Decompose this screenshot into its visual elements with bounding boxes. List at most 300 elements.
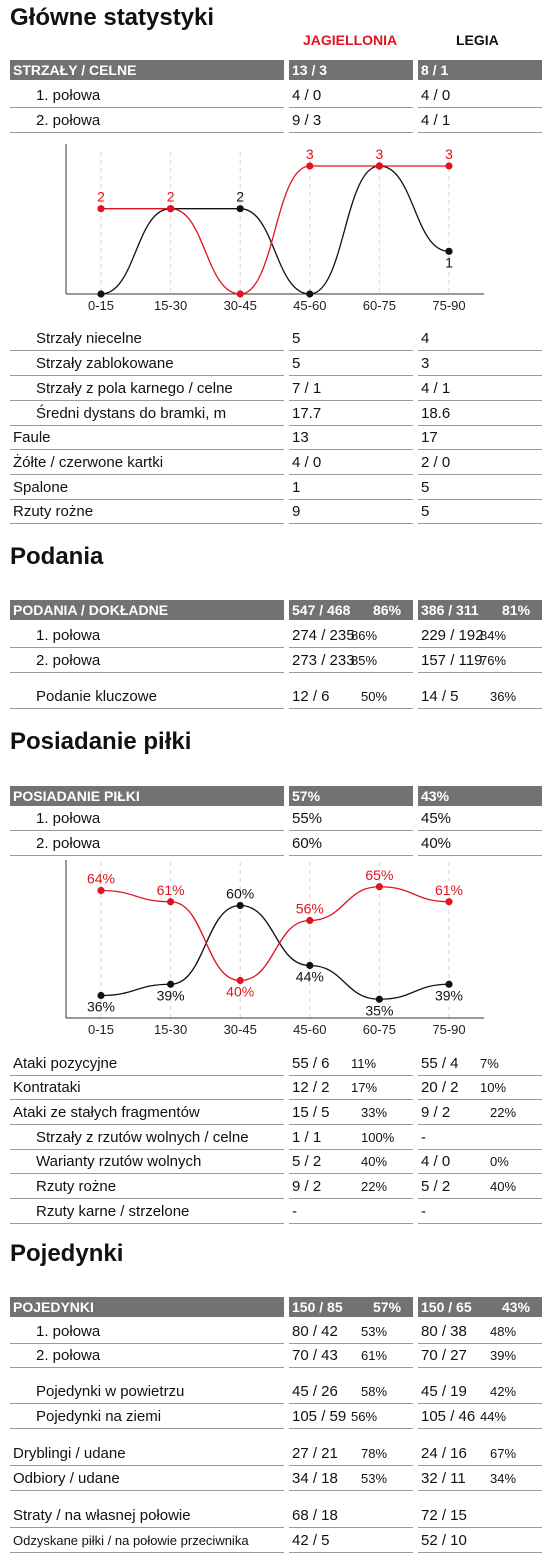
away-value-pct: 7% [480, 1056, 499, 1071]
header-cell-label [10, 60, 284, 80]
stat-label [10, 1052, 284, 1076]
away-value [418, 476, 542, 500]
x-tick-label: 45-60 [293, 1022, 327, 1037]
away-value-text: - [421, 1129, 426, 1146]
stat-row [0, 1175, 557, 1199]
home-value-text: 80 / 42 [292, 1323, 338, 1340]
data-label-home: 2 [97, 188, 105, 205]
team-home-name: JAGIELLONIA [303, 32, 398, 48]
stat-label [10, 807, 284, 831]
home-value [289, 832, 413, 856]
away-value [418, 84, 542, 108]
home-value [289, 1175, 413, 1199]
away-value-text: 5 [421, 479, 430, 496]
away-value-text: 17 [421, 429, 438, 446]
away-value-text: 2 / 0 [421, 454, 451, 471]
stat-row [0, 685, 557, 709]
away-value-pct: 36% [490, 689, 517, 704]
stat-label [10, 109, 284, 133]
home-value [289, 327, 413, 351]
data-label-away: 35% [365, 1002, 394, 1019]
stat-row [0, 327, 557, 351]
away-value [418, 1200, 542, 1224]
away-value-pct: 42% [490, 1384, 517, 1399]
stat-row [0, 109, 557, 133]
home-value [289, 649, 413, 673]
stat-row [0, 451, 557, 475]
header-cell-home [289, 786, 413, 806]
away-value [418, 1344, 542, 1368]
section-title: Główne statystyki [10, 4, 215, 31]
data-point-home [167, 205, 174, 212]
away-value-pct: 44% [480, 1409, 507, 1424]
home-value-text: - [292, 1203, 297, 1220]
away-value [418, 1101, 542, 1125]
away-value [418, 1467, 542, 1491]
stat-row [0, 426, 557, 450]
away-value [418, 1076, 542, 1100]
header-cell-label [10, 1297, 284, 1317]
home-value-pct: 56% [351, 1409, 378, 1424]
stat-label [10, 476, 284, 500]
stat-label-text: Strzały z rzutów wolnych / celne [36, 1129, 249, 1146]
home-value [289, 1320, 413, 1344]
home-value [289, 476, 413, 500]
away-value-pct: 34% [490, 1471, 517, 1486]
stat-label [10, 402, 284, 426]
away-value-text: 5 [421, 503, 430, 520]
home-value-pct: 100% [361, 1130, 395, 1145]
home-value-pct: 61% [361, 1348, 388, 1363]
home-value [289, 109, 413, 133]
stat-label [10, 832, 284, 856]
away-value [418, 1150, 542, 1174]
home-value [289, 1380, 413, 1404]
away-value-text: 70 / 27 [421, 1347, 467, 1364]
header-home-pct: 57% [373, 1299, 402, 1315]
stat-label [10, 1076, 284, 1100]
data-point-away [306, 290, 313, 297]
away-value [418, 451, 542, 475]
stat-label-text: Rzuty rożne [13, 503, 94, 520]
away-value-text: 4 / 1 [421, 112, 451, 129]
home-value-text: 34 / 18 [292, 1470, 338, 1487]
series-line-home [101, 166, 449, 294]
header-cell-label [10, 600, 284, 620]
stat-label-text: Odzyskane piłki / na połowie przeciwnika [13, 1533, 249, 1548]
home-value-text: 9 / 2 [292, 1178, 322, 1195]
away-value-pct: 67% [490, 1446, 517, 1461]
away-value [418, 402, 542, 426]
home-value-text: 4 / 0 [292, 87, 322, 104]
away-value [418, 1126, 542, 1150]
home-value-pct: 85% [351, 653, 378, 668]
away-value-text: 45 / 19 [421, 1383, 467, 1400]
home-value-text: 15 / 5 [292, 1104, 330, 1121]
data-label-home: 40% [226, 983, 255, 1000]
home-value-text: 1 [292, 479, 301, 496]
home-value-text: 273 / 233 [292, 652, 355, 669]
x-tick-label: 30-45 [223, 298, 257, 313]
stat-label-text: Pojedynki w powietrzu [36, 1383, 185, 1400]
home-value [289, 500, 413, 524]
home-value [289, 1529, 413, 1553]
stat-label [10, 327, 284, 351]
stat-label [10, 451, 284, 475]
stat-label-text: Średni dystans do bramki, m [36, 405, 227, 422]
stat-row [0, 402, 557, 426]
away-value-pct: 0% [490, 1154, 509, 1169]
data-label-home: 56% [295, 900, 324, 917]
away-value-text: 20 / 2 [421, 1079, 459, 1096]
stat-label-text: 2. połowa [36, 1347, 101, 1364]
stat-label-text: Rzuty rożne [36, 1178, 117, 1195]
x-tick-label: 15-30 [153, 1022, 188, 1037]
section-title: Podania [10, 543, 104, 570]
away-value-text: 32 / 11 [421, 1470, 466, 1487]
x-tick-label: 0-15 [87, 1022, 115, 1037]
home-value-pct: 17% [351, 1080, 378, 1095]
data-point-home [237, 290, 244, 297]
home-value-pct: 22% [361, 1179, 388, 1194]
away-value [418, 685, 542, 709]
stat-label-text: Odbiory / udane [13, 1470, 120, 1487]
home-value-text: 27 / 21 [292, 1445, 338, 1462]
stat-label-text: Strzały z pola karnego / celne [36, 380, 233, 397]
stat-label [10, 500, 284, 524]
stat-label [10, 649, 284, 673]
stat-row [0, 1126, 557, 1150]
home-value-text: 17.7 [292, 405, 322, 422]
stat-label [10, 377, 284, 401]
stat-row [0, 1405, 557, 1429]
home-value [289, 352, 413, 376]
stat-label-text: Żółte / czerwone kartki [13, 454, 164, 471]
stat-row [0, 1052, 557, 1076]
data-label-home: 64% [86, 870, 116, 887]
stat-label-text: 1. połowa [36, 87, 101, 104]
data-point-home [376, 162, 383, 169]
header-cell-home [289, 1297, 413, 1317]
away-value [418, 352, 542, 376]
team-away-name: LEGIA [456, 32, 499, 48]
data-label-away: 1 [445, 254, 453, 271]
data-point-home [445, 162, 452, 169]
home-value [289, 1442, 413, 1466]
stat-label-text: Spalone [13, 479, 69, 496]
data-label-home: 61% [434, 881, 464, 898]
data-point-home [97, 205, 104, 212]
home-value-text: 4 / 0 [292, 454, 322, 471]
stat-row [0, 1380, 557, 1404]
stat-label [10, 1175, 284, 1199]
header-cell-away [418, 600, 542, 620]
away-value [418, 109, 542, 133]
home-value-pct: 58% [361, 1384, 388, 1399]
away-value [418, 1442, 542, 1466]
away-value [418, 807, 542, 831]
away-value [418, 500, 542, 524]
stat-label [10, 1405, 284, 1429]
data-label-away: 39% [156, 987, 185, 1004]
away-value-pct: 48% [490, 1324, 517, 1339]
away-value [418, 832, 542, 856]
stat-label-text: 2. połowa [36, 112, 101, 129]
stat-label [10, 1150, 284, 1174]
header-away-text: 386 / 311 [421, 602, 479, 618]
stat-row [0, 500, 557, 524]
header-away-text: 150 / 65 [421, 1299, 472, 1315]
stat-label-text: Ataki ze stałych fragmentów [13, 1104, 200, 1121]
series-line-away [101, 906, 449, 1000]
stat-row [0, 1101, 557, 1125]
x-tick-label: 75-90 [432, 298, 466, 313]
header-home-pct: 86% [373, 602, 402, 618]
section-title: Posiadanie piłki [10, 728, 192, 755]
stat-label-text: Strzały zablokowane [36, 355, 174, 372]
home-value [289, 1076, 413, 1100]
stat-row [0, 1320, 557, 1344]
home-value [289, 1150, 413, 1174]
home-value-text: 12 / 6 [292, 688, 330, 705]
home-value [289, 377, 413, 401]
away-value-pct: 84% [480, 628, 507, 643]
home-value [289, 1101, 413, 1125]
data-point-away [237, 902, 244, 909]
stat-label [10, 1126, 284, 1150]
away-value-text: 55 / 4 [421, 1055, 459, 1072]
home-value [289, 685, 413, 709]
stat-label-text: 1. połowa [36, 627, 101, 644]
header-home-text: 150 / 85 [292, 1299, 343, 1315]
away-value-text: 4 / 1 [421, 380, 451, 397]
away-value [418, 624, 542, 648]
stat-label-text: Rzuty karne / strzelone [36, 1203, 190, 1220]
away-value-text: 4 / 0 [421, 87, 451, 104]
data-label-home: 61% [156, 881, 185, 898]
stat-row [0, 832, 557, 856]
away-value [418, 1320, 542, 1344]
series-line-home [101, 887, 449, 981]
home-value-text: 5 [292, 355, 301, 372]
away-value [418, 1380, 542, 1404]
x-tick-label: 45-60 [293, 298, 327, 313]
stat-label [10, 352, 284, 376]
stat-label [10, 1442, 284, 1466]
data-label-home: 3 [375, 146, 384, 162]
home-value [289, 451, 413, 475]
stat-row [0, 1076, 557, 1100]
home-value-text: 70 / 43 [292, 1347, 338, 1364]
header-home-text: 57% [292, 788, 321, 804]
stat-label-text: Dryblingi / udane [13, 1445, 126, 1462]
stat-row [0, 352, 557, 376]
away-value-pct: 76% [480, 653, 507, 668]
stat-label-text: Warianty rzutów wolnych [36, 1153, 202, 1170]
stat-row [0, 649, 557, 673]
home-value-text: 9 [292, 503, 301, 520]
away-value-text: 45% [421, 810, 452, 827]
x-tick-label: 60-75 [362, 298, 397, 313]
away-value-text: 105 / 46 [421, 1408, 476, 1425]
home-value-text: 105 / 59 [292, 1408, 347, 1425]
stat-row [0, 1344, 557, 1368]
stat-label [10, 1320, 284, 1344]
away-value [418, 649, 542, 673]
data-label-home: 3 [305, 146, 314, 162]
home-value-pct: 53% [361, 1324, 388, 1339]
stat-label [10, 1504, 284, 1528]
away-value [418, 1405, 542, 1429]
stat-label-text: 2. połowa [36, 652, 101, 669]
home-value [289, 426, 413, 450]
home-value-pct: 78% [361, 1446, 388, 1461]
stat-row [0, 807, 557, 831]
data-label-home: 2 [166, 188, 175, 205]
stat-label-text: Ataki pozycyjne [13, 1055, 118, 1072]
stat-row [0, 476, 557, 500]
away-value-text: 52 / 10 [421, 1532, 467, 1549]
home-value-text: 45 / 26 [292, 1383, 338, 1400]
away-value-text: 4 [421, 330, 430, 347]
away-value-text: 14 / 5 [421, 688, 459, 705]
data-label-home: 3 [445, 146, 453, 162]
stat-label-text: Podanie kluczowe [36, 688, 157, 705]
header-home-text: 547 / 468 [292, 602, 351, 618]
away-value-text: 157 / 119 [421, 652, 483, 669]
stat-row [0, 1150, 557, 1174]
away-value-text: 229 / 192 [421, 627, 484, 644]
away-value-pct: 10% [480, 1080, 507, 1095]
section-title: Pojedynki [10, 1240, 124, 1267]
possession-timeline-chart [0, 860, 557, 1040]
home-value-pct: 86% [351, 628, 378, 643]
stat-row [0, 1467, 557, 1491]
data-label-away: 2 [236, 188, 245, 205]
home-value-text: 13 [292, 429, 309, 446]
away-value-text: 3 [421, 355, 430, 372]
x-tick-label: 30-45 [223, 1022, 257, 1037]
home-value [289, 1504, 413, 1528]
stat-label [10, 685, 284, 709]
header-cell-label [10, 786, 284, 806]
home-value-text: 5 / 2 [292, 1153, 322, 1170]
away-value-pct: 22% [490, 1105, 517, 1120]
away-value [418, 377, 542, 401]
home-value-pct: 53% [361, 1471, 388, 1486]
home-value-text: 9 / 3 [292, 112, 322, 129]
home-value-text: 68 / 18 [292, 1507, 338, 1524]
header-label-text: STRZAŁY / CELNE [13, 62, 137, 78]
away-value-text: 72 / 15 [421, 1507, 467, 1524]
header-cell-away [418, 1297, 542, 1317]
home-value [289, 1467, 413, 1491]
away-value [418, 1504, 542, 1528]
stat-label-text: Straty / na własnej połowie [13, 1507, 191, 1524]
home-value-text: 60% [292, 835, 323, 852]
stat-row [0, 84, 557, 108]
stat-row [0, 1529, 557, 1553]
stat-row [0, 1200, 557, 1224]
data-label-away: 39% [434, 987, 464, 1004]
data-point-away [97, 290, 104, 297]
stat-label-text: Faule [13, 429, 51, 446]
away-value-text: - [421, 1203, 426, 1220]
header-cell-away [418, 786, 542, 806]
stat-label-text: Pojedynki na ziemi [36, 1408, 162, 1425]
stat-row [0, 624, 557, 648]
data-point-home [306, 917, 313, 924]
home-value [289, 807, 413, 831]
stat-label-text: 1. połowa [36, 1323, 101, 1340]
stat-label [10, 426, 284, 450]
header-away-text: 43% [421, 788, 450, 804]
away-value [418, 327, 542, 351]
away-value [418, 1175, 542, 1199]
stat-label [10, 1529, 284, 1553]
home-value [289, 1344, 413, 1368]
home-value [289, 1200, 413, 1224]
data-point-away [237, 205, 244, 212]
data-label-home: 65% [365, 866, 394, 883]
data-label-away: 36% [86, 998, 116, 1015]
home-value-pct: 33% [361, 1105, 388, 1120]
home-value [289, 84, 413, 108]
header-away-pct: 43% [502, 1299, 531, 1315]
away-value-text: 80 / 38 [421, 1323, 467, 1340]
stat-label-text: Kontrataki [13, 1079, 81, 1096]
stat-label [10, 1200, 284, 1224]
data-point-home [306, 162, 313, 169]
home-value [289, 624, 413, 648]
data-point-home [97, 887, 104, 894]
home-value-pct: 11% [351, 1056, 377, 1071]
away-value-text: 18.6 [421, 405, 451, 422]
home-value-text: 1 / 1 [292, 1129, 322, 1146]
home-value-pct: 50% [361, 689, 388, 704]
stat-label [10, 1101, 284, 1125]
home-value [289, 1126, 413, 1150]
stat-label [10, 624, 284, 648]
home-value [289, 1405, 413, 1429]
stat-row [0, 377, 557, 401]
away-value-text: 9 / 2 [421, 1104, 451, 1121]
x-tick-label: 0-15 [87, 298, 115, 313]
x-tick-label: 75-90 [432, 1022, 466, 1037]
home-value-text: 12 / 2 [292, 1079, 330, 1096]
away-value [418, 1052, 542, 1076]
header-away-pct: 81% [502, 602, 531, 618]
stat-label-text: 1. połowa [36, 810, 101, 827]
home-value [289, 1052, 413, 1076]
data-label-away: 44% [295, 968, 324, 985]
home-value-text: 7 / 1 [292, 380, 322, 397]
home-value-text: 274 / 235 [292, 627, 355, 644]
stat-label [10, 1467, 284, 1491]
header-cell-away [418, 60, 542, 80]
away-value-text: 4 / 0 [421, 1153, 451, 1170]
stat-row [0, 1442, 557, 1466]
data-point-home [445, 898, 452, 905]
shots-timeline-chart [0, 140, 557, 320]
away-value-text: 5 / 2 [421, 1178, 451, 1195]
away-value-text: 40% [421, 835, 452, 852]
data-label-away: 60% [226, 885, 255, 902]
away-value-pct: 39% [490, 1348, 517, 1363]
home-value-text: 55% [292, 810, 323, 827]
header-away-text: 8 / 1 [421, 62, 449, 78]
data-point-home [376, 883, 383, 890]
